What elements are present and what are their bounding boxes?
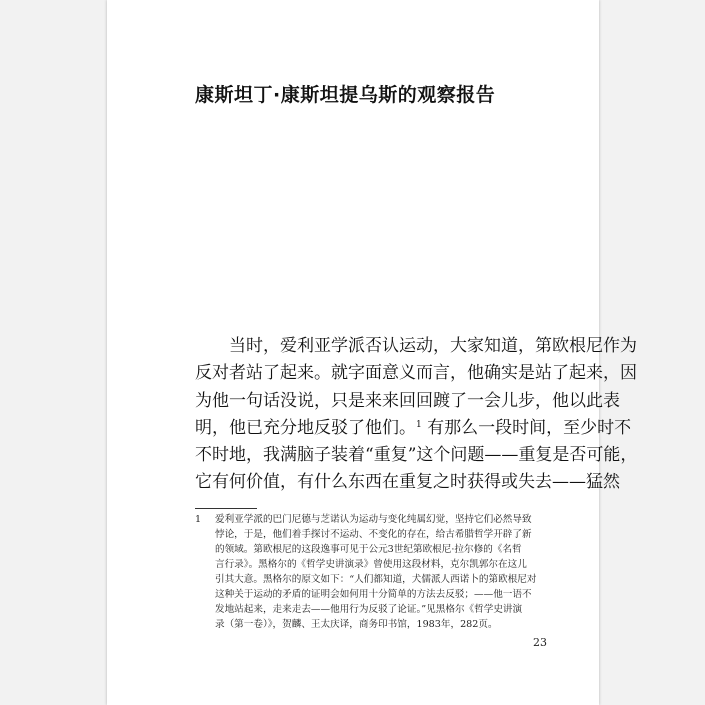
body-line [195,415,632,442]
footnote-text [195,512,552,632]
body-line-text: 明，他已充分地反驳了他们。 [195,417,416,438]
footnote-line: 爱利亚学派的巴门尼德与芝诺认为运动与变化纯属幻觉，坚持它们必然导致 [215,514,532,525]
footnote-line: 言行录》。黑格尔的《哲学史讲演录》曾使用这段材料，克尔凯郭尔在这儿 [215,559,527,570]
body-line-text: 有那么一段时间，至少时不 [427,417,632,438]
body-paragraph [195,333,638,497]
footnote-number: 1 [195,514,202,525]
footnote-line: 的领域。第欧根尼的这段逸事可见于公元3世纪第欧根尼·拉尔修的《名哲 [215,544,522,555]
body-line: 当时，爱利亚学派否认运动，大家知道，第欧根尼作为 [229,336,637,356]
footnote-line: 发地站起来，走来走去——他用行为反驳了论证。”见黑格尔《哲学史讲演 [215,604,523,615]
body-line: 为他一句话没说，只是来来回回踱了一会儿步，他以此表 [195,390,620,411]
body-line: 反对者站了起来。就字面意义而言，他确实是站了起来，因 [195,363,637,384]
footnote-line: 悖论，于是，他们着手探讨不运动、不变化的存在，给古希腊哲学开辟了新 [215,529,532,540]
body-line: 不时地，我满脑子装着“重复”这个问题——重复是否可能， [195,445,638,466]
page-number: 23 [533,636,547,649]
footnote-line: 引其大意。黑格尔的原文如下：“人们都知道，犬儒派人西诺卜的第欧根尼对 [215,574,537,585]
chapter-title: 康斯坦丁·康斯坦提乌斯的观察报告 [195,84,496,106]
footnote [195,512,552,632]
footnote-divider [195,508,257,509]
footnote-line: 这种关于运动的矛盾的证明会如何用十分简单的方法去反驳；——他一语不 [215,589,532,600]
footnote-line: 录（第一卷）》，贺麟、王太庆译，商务印书馆，1983年，282页。 [215,619,498,630]
footnote-reference[interactable]: 1 [416,419,422,430]
book-page [107,0,638,705]
body-line: 它有何价值，有什么东西在重复之时获得或失去——猛然 [195,472,620,493]
